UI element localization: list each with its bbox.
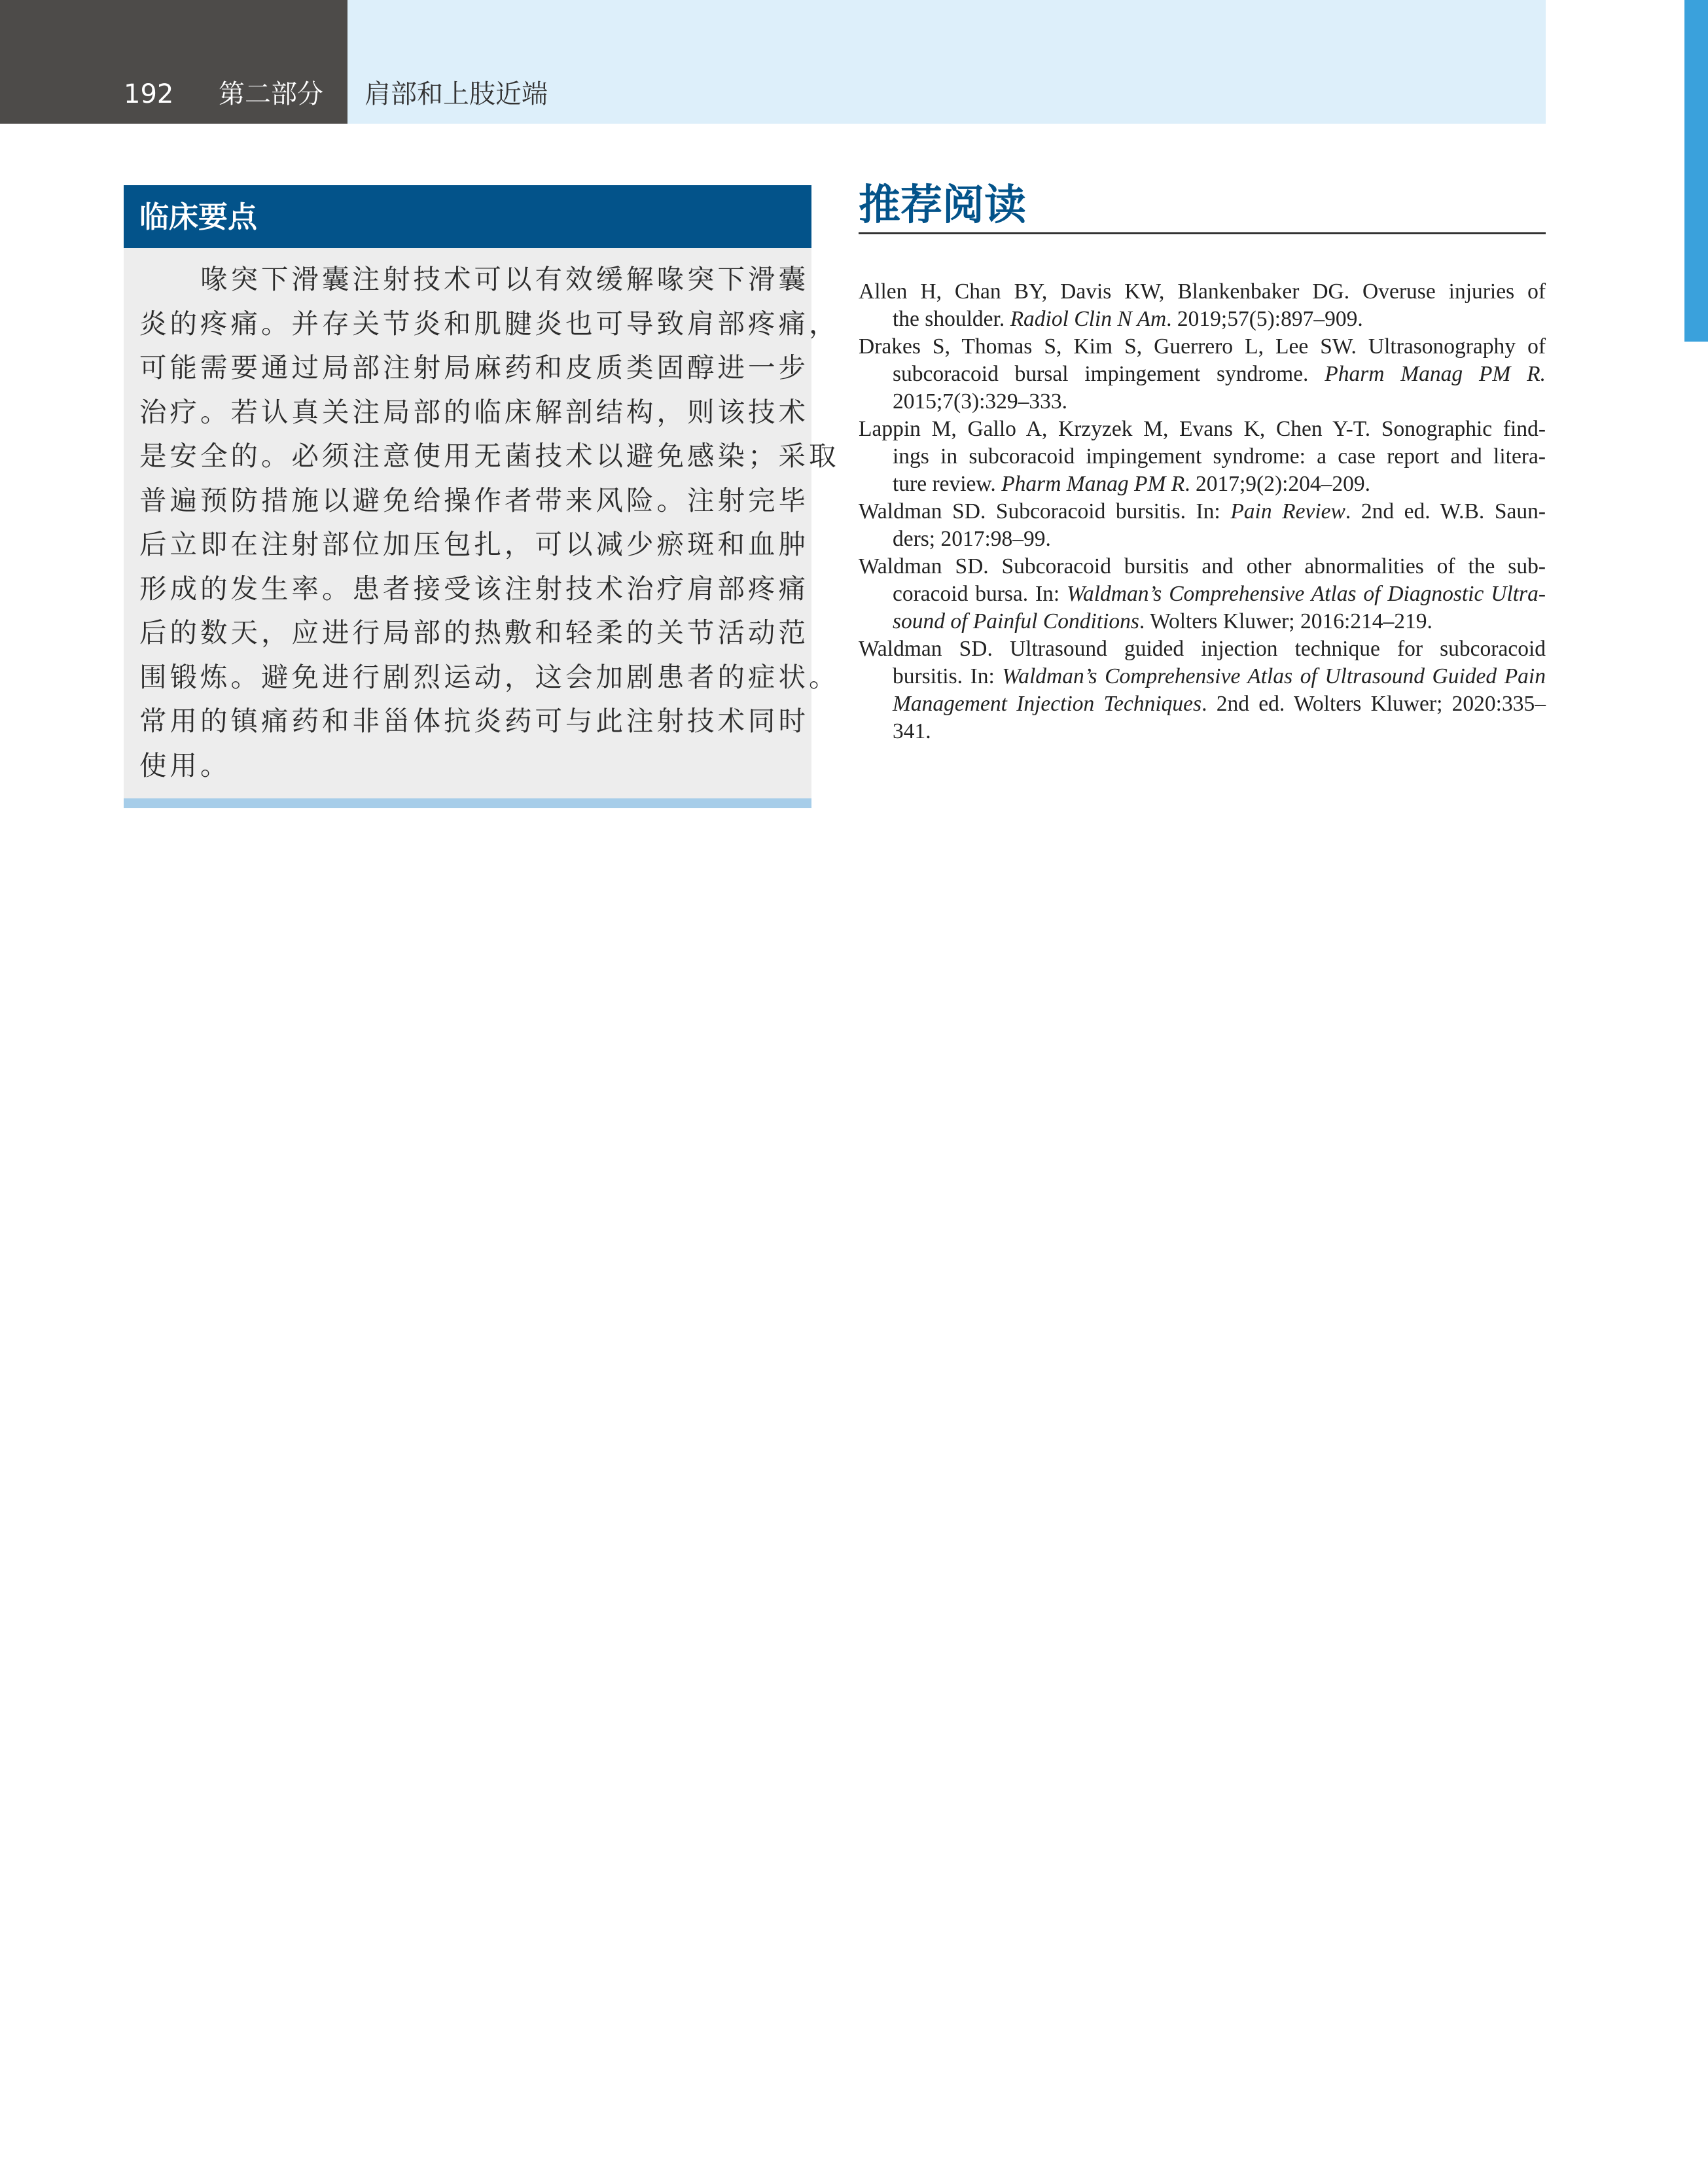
- key-points-line: 后立即在注射部位加压包扎，可以减少瘀斑和血肿: [139, 528, 810, 560]
- key-points-title: 临床要点: [139, 200, 258, 234]
- reference-item: [859, 333, 1546, 416]
- reference-line: [859, 416, 1546, 443]
- reference-text: . 2017;9(2):204–209.: [1184, 472, 1371, 496]
- reference-text: . 2nd ed. Wolters Kluwer; 2020:335–: [1201, 692, 1546, 716]
- reference-text: ture review.: [893, 472, 1002, 496]
- reference-text: the shoulder.: [893, 307, 1010, 331]
- key-points-line: 普遍预防措施以避免给操作者带来风险。注射完毕: [139, 484, 810, 516]
- reference-text: ders; 2017:98–99.: [893, 527, 1051, 551]
- key-points-line: 后的数天，应进行局部的热敷和轻柔的关节活动范: [139, 616, 810, 649]
- reference-line: [859, 333, 1546, 361]
- reference-line: [859, 278, 1546, 306]
- reference-line: [859, 690, 1546, 718]
- reference-text: Waldman SD. Subcoracoid bursitis. In:: [859, 499, 1231, 524]
- recommended-reading-title: 推荐阅读: [859, 181, 1026, 230]
- reference-item: [859, 553, 1546, 635]
- reference-text: Allen H, Chan BY, Davis KW, Blankenbaker DG. Overuse injuries of: [859, 279, 1546, 304]
- reference-source-italic: Management Injection Techniques: [893, 692, 1202, 716]
- reference-text: . 2019;57(5):897–909.: [1166, 307, 1363, 331]
- reference-line: [859, 718, 1546, 745]
- reference-text: Waldman SD. Subcoracoid bursitis and other abnormalities of the sub-: [859, 554, 1546, 579]
- reference-text: Lappin M, Gallo A, Krzyzek M, Evans K, Chen Y-T. Sonographic find-: [859, 417, 1546, 441]
- key-points-line: 围锻炼。避免进行剧烈运动，这会加剧患者的症状。: [139, 660, 840, 693]
- reference-source-italic: Pain Review: [1230, 499, 1345, 524]
- reference-text: subcoracoid bursal impingement syndrome.: [893, 362, 1325, 386]
- reference-text: bursitis. In:: [893, 664, 1003, 688]
- thumb-index-tab: [1684, 0, 1708, 342]
- key-points-line: 使用。: [139, 749, 231, 781]
- reference-text: coracoid bursa. In:: [893, 582, 1067, 606]
- reference-line: [859, 443, 1546, 471]
- key-points-line: 喙突下滑囊注射技术可以有效缓解喙突下滑囊: [139, 263, 810, 295]
- key-points-body: [139, 257, 840, 787]
- reference-line: [859, 663, 1546, 690]
- reference-text: 341.: [893, 719, 931, 743]
- reference-line: [859, 580, 1546, 608]
- reference-source-italic: Radiol Clin N Am: [1010, 307, 1167, 331]
- key-points-bottom-bar: [124, 798, 811, 808]
- reference-item: [859, 278, 1546, 333]
- key-points-line: 形成的发生率。患者接受该注射技术治疗肩部疼痛: [139, 572, 810, 605]
- reference-item: [859, 416, 1546, 498]
- part-label: 第二部分: [219, 79, 323, 109]
- reference-line: [859, 361, 1546, 388]
- reference-text: 2015;7(3):329–333.: [893, 389, 1068, 414]
- key-points-line: 可能需要通过局部注射局麻药和皮质类固醇进一步: [139, 351, 810, 383]
- key-points-header: [124, 185, 811, 248]
- key-points-line: 治疗。若认真关注局部的临床解剖结构，则该技术: [139, 395, 810, 428]
- reference-line: [859, 388, 1546, 416]
- page-number: 192: [124, 79, 174, 109]
- reference-source-italic: Waldman’s Comprehensive Atlas of Ultrasound Guided Pain: [1002, 664, 1546, 688]
- reference-line: [859, 306, 1546, 333]
- reference-source-italic: sound of Painful Conditions: [893, 609, 1139, 633]
- reference-line: [859, 553, 1546, 580]
- reference-list: [859, 278, 1546, 745]
- key-points-box: [124, 185, 840, 808]
- key-points-line: 是安全的。必须注意使用无菌技术以避免感染；采取: [139, 440, 840, 472]
- reference-text: Drakes S, Thomas S, Kim S, Guerrero L, Lee SW. Ultrasonography of: [859, 334, 1546, 359]
- reference-line: [859, 471, 1546, 498]
- reference-source-italic: Pharm Manag PM R.: [1325, 362, 1546, 386]
- reference-line: [859, 525, 1546, 553]
- title-rule: [859, 232, 1546, 234]
- section-title: 肩部和上肢近端: [365, 79, 548, 109]
- reference-text: ings in subcoracoid impingement syndrome: a case report and litera-: [893, 444, 1546, 469]
- key-points-line: 常用的镇痛药和非甾体抗炎药可与此注射技术同时: [139, 705, 810, 737]
- reference-source-italic: Pharm Manag PM R: [1001, 472, 1185, 496]
- reference-item: [859, 498, 1546, 553]
- reference-source-italic: Waldman’s Comprehensive Atlas of Diagnostic Ultra-: [1067, 582, 1546, 606]
- reference-line: [859, 498, 1546, 525]
- reference-line: [859, 608, 1546, 635]
- key-points-line: 炎的疼痛。并存关节炎和肌腱炎也可导致肩部疼痛，: [139, 307, 840, 340]
- reference-line: [859, 635, 1546, 663]
- reference-text: Waldman SD. Ultrasound guided injection technique for subcoracoid: [859, 637, 1546, 661]
- reference-item: [859, 635, 1546, 745]
- reference-text: . Wolters Kluwer; 2016:214–219.: [1139, 609, 1432, 633]
- reference-text: . 2nd ed. W.B. Saun-: [1345, 499, 1546, 524]
